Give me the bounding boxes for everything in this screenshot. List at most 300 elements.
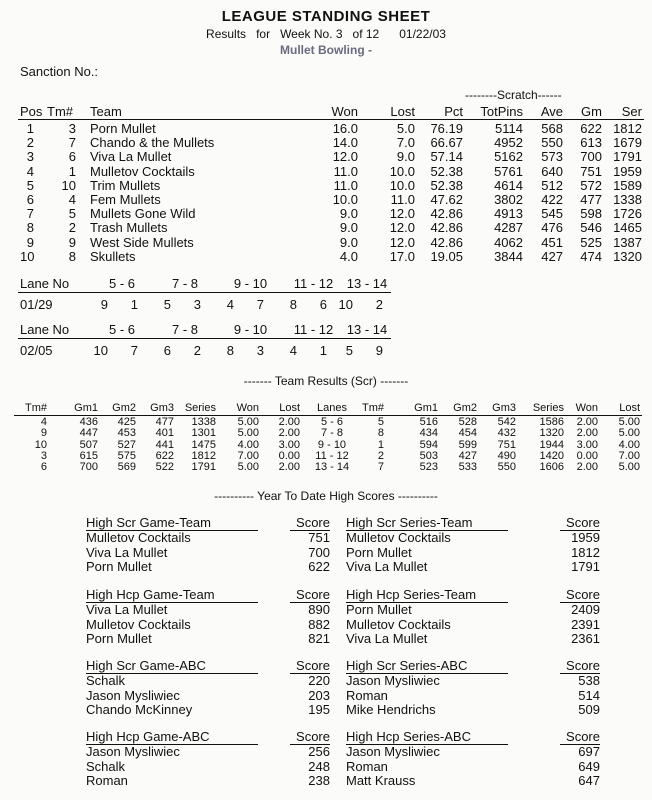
lane-team-a: 10 <box>93 343 108 358</box>
standings-cell-team: Mulletov Cocktails <box>90 163 195 179</box>
standings-cell-ave: 427 <box>541 248 563 264</box>
lane-team-b: 1 <box>130 297 138 312</box>
standings-cell-tm: 6 <box>68 149 76 165</box>
lane-date: 02/05 <box>20 343 53 358</box>
standings-header-rule <box>18 119 644 120</box>
standings-cell-ave: 476 <box>541 220 563 236</box>
high-score-name: Jason Mysliwiec <box>346 744 440 759</box>
standings-cell-pos: 8 <box>26 220 34 236</box>
lane-rule <box>18 292 391 293</box>
tr-cell-left: 3 <box>40 449 47 462</box>
tr-cell-right: 427 <box>458 449 477 462</box>
tr-cell-right: 594 <box>419 438 438 451</box>
tr-cell-left: 2.00 <box>278 461 300 474</box>
lane-team-b: 9 <box>375 343 383 358</box>
tr-cell-left: 10 <box>34 438 47 451</box>
tr-cell-left: 622 <box>155 449 174 462</box>
high-score-name: Jason Mysliwiec <box>346 673 440 688</box>
col-gm: Gm <box>581 104 602 119</box>
lane-team-a: 5 <box>163 297 171 312</box>
tr-cell-lanes: 9 - 10 <box>317 438 347 451</box>
standings-cell-tm: 8 <box>68 248 76 264</box>
high-score-name: Mulletov Cocktails <box>86 616 191 632</box>
high-score-value: 751 <box>308 530 330 545</box>
tr-header-lanes: Lanes <box>317 402 347 414</box>
tr-header-left: Lost <box>279 402 300 414</box>
standings-cell-pct: 47.62 <box>430 192 463 207</box>
standings-cell-pos: 3 <box>26 149 34 165</box>
tr-header-left: Gm1 <box>74 402 98 414</box>
standings-cell-tm: 10 <box>61 177 76 193</box>
standings-cell-lost: 12.0 <box>389 234 415 250</box>
tr-header-right: Lost <box>619 402 640 414</box>
high-score-score-label: Score <box>296 658 330 673</box>
lane-team-b: 7 <box>130 343 138 358</box>
lane-team-a: 8 <box>226 343 234 358</box>
high-score-value: 203 <box>308 687 330 703</box>
tr-cell-left: 436 <box>79 416 98 428</box>
standings-cell-tm: 9 <box>68 234 76 250</box>
high-score-name: Viva La Mullet <box>346 559 428 574</box>
standings-cell-team: Skullets <box>90 248 136 264</box>
high-score-name: Schalk <box>86 758 126 774</box>
standings-cell-won: 10.0 <box>332 192 358 207</box>
high-score-value: 649 <box>578 758 600 774</box>
high-score-name: Roman <box>346 758 388 774</box>
tr-header-right: Gm2 <box>453 402 477 414</box>
tr-cell-right: 523 <box>419 461 438 474</box>
standings-cell-lost: 7.0 <box>396 135 415 151</box>
tr-cell-right: 528 <box>458 416 477 428</box>
tr-cell-right: 533 <box>458 461 477 474</box>
col-ser: Ser <box>621 104 642 119</box>
tr-cell-left: 2.00 <box>278 416 300 428</box>
high-score-value: 882 <box>308 616 330 632</box>
high-score-block-title: High Scr Series-ABC <box>346 658 468 673</box>
lane-pair: 13 - 14 <box>346 276 388 291</box>
tr-cell-right: 2.00 <box>576 416 598 428</box>
lane-pair: 11 - 12 <box>293 322 334 337</box>
standings-cell-pct: 57.14 <box>430 149 463 165</box>
standings-cell-ser: 1465 <box>613 220 642 236</box>
high-score-block-title: High Scr Game-Team <box>86 515 211 530</box>
high-score-block-title: High Hcp Game-Team <box>86 587 215 602</box>
tr-cell-right: 516 <box>419 416 438 428</box>
standings-cell-ave: 545 <box>541 206 563 222</box>
high-score-name: Matt Krauss <box>346 773 416 788</box>
standings-cell-gm: 613 <box>580 135 602 151</box>
tr-cell-right: 2 <box>377 449 384 462</box>
tr-cell-right: 1320 <box>539 427 564 440</box>
lane-pair: 13 - 14 <box>346 322 388 337</box>
lane-team-a: 8 <box>289 297 297 312</box>
tr-header-left: Series <box>184 402 216 414</box>
tr-cell-lanes: 7 - 8 <box>320 427 343 440</box>
standings-cell-lost: 12.0 <box>389 206 415 222</box>
tr-cell-left: 9 <box>40 427 47 440</box>
tr-cell-left: 425 <box>117 416 136 428</box>
lane-pair: 11 - 12 <box>293 276 334 291</box>
high-score-name: Chando McKinney <box>86 702 193 717</box>
tr-cell-right: 5.00 <box>618 416 640 428</box>
tr-cell-left: 1338 <box>191 416 216 428</box>
standings-cell-gm: 700 <box>580 149 602 165</box>
standings-cell-team: West Side Mullets <box>90 234 194 250</box>
high-score-name: Porn Mullet <box>346 602 412 617</box>
high-score-value: 890 <box>308 602 330 617</box>
high-score-name: Jason Mysliwiec <box>86 744 180 759</box>
standings-cell-totpins: 5162 <box>494 149 523 165</box>
high-score-name: Viva La Mullet <box>86 602 168 617</box>
standings-cell-pos: 10 <box>20 248 35 264</box>
col-lost: Lost <box>390 104 415 119</box>
high-score-value: 697 <box>578 744 600 759</box>
tr-cell-left: 1301 <box>191 427 216 440</box>
tr-cell-right: 5.00 <box>618 427 640 440</box>
high-score-value: 821 <box>308 631 330 646</box>
high-score-name: Jason Mysliwiec <box>86 687 180 703</box>
standings-cell-pct: 42.86 <box>430 206 463 222</box>
high-score-value: 1959 <box>571 530 600 545</box>
standings-cell-pos: 6 <box>26 192 34 207</box>
standings-cell-totpins: 3844 <box>494 248 523 264</box>
tr-header-left: Gm3 <box>150 402 174 414</box>
tr-cell-left: 1791 <box>191 461 216 474</box>
standings-cell-ser: 1320 <box>613 248 642 264</box>
standings-cell-team: Chando & the Mullets <box>90 135 215 151</box>
standings-cell-pct: 42.86 <box>430 234 463 250</box>
col-ave: Ave <box>540 104 563 119</box>
high-score-name: Viva La Mullet <box>346 631 428 646</box>
col-tm: Tm# <box>47 104 73 119</box>
high-score-name: Mulletov Cocktails <box>346 530 451 545</box>
tr-cell-left: 441 <box>155 438 174 451</box>
tr-cell-right: 0.00 <box>576 449 598 462</box>
tr-cell-left: 1812 <box>191 449 216 462</box>
standings-cell-gm: 751 <box>580 163 602 179</box>
standings-cell-gm: 572 <box>580 177 602 193</box>
tr-cell-right: 1944 <box>539 438 564 451</box>
tr-cell-right: 490 <box>497 449 516 462</box>
standings-cell-ave: 550 <box>541 135 563 151</box>
standings-cell-lost: 12.0 <box>389 220 415 236</box>
standings-cell-pct: 52.38 <box>430 177 463 193</box>
tr-cell-left: 6 <box>40 461 47 474</box>
high-score-value: 2409 <box>571 602 600 617</box>
standings-cell-totpins: 4952 <box>494 135 523 151</box>
tr-cell-left: 575 <box>117 449 136 462</box>
standings-cell-totpins: 5761 <box>494 163 523 179</box>
tr-cell-left: 507 <box>79 438 98 451</box>
tr-cell-left: 453 <box>117 427 136 440</box>
tr-cell-right: 432 <box>497 427 516 440</box>
standings-cell-team: Viva La Mullet <box>90 149 172 165</box>
high-score-value: 220 <box>308 673 330 688</box>
standings-cell-pos: 5 <box>26 177 34 193</box>
lane-team-b: 2 <box>375 297 383 312</box>
tr-header-right: Won <box>575 402 598 414</box>
lane-team-b: 1 <box>319 343 327 358</box>
tr-cell-left: 0.00 <box>278 449 300 462</box>
standings-cell-gm: 474 <box>580 248 602 264</box>
standings-cell-pct: 76.19 <box>430 121 463 136</box>
standings-cell-team: Mullets Gone Wild <box>90 206 196 222</box>
standings-cell-totpins: 4062 <box>494 234 523 250</box>
tr-cell-right: 1586 <box>539 416 564 428</box>
standings-cell-ser: 1338 <box>613 192 642 207</box>
standings-cell-lost: 5.0 <box>396 121 415 136</box>
scratch-label: --------Scratch------ <box>465 88 562 102</box>
high-score-score-label: Score <box>566 587 600 602</box>
col-team: Team <box>90 104 122 119</box>
standings-cell-gm: 546 <box>580 220 602 236</box>
high-score-value: 647 <box>578 773 600 788</box>
sheet-title: LEAGUE STANDING SHEET <box>221 8 431 25</box>
tr-cell-left: 5.00 <box>237 416 259 428</box>
tr-cell-right: 7 <box>377 461 384 474</box>
tr-cell-left: 4 <box>40 416 47 428</box>
high-score-score-label: Score <box>566 729 600 744</box>
standings-cell-pos: 1 <box>26 121 34 136</box>
standings-cell-won: 11.0 <box>333 163 358 179</box>
lane-pair: 5 - 6 <box>108 276 135 291</box>
high-score-name: Roman <box>346 687 388 703</box>
tr-cell-lanes: 13 - 14 <box>314 461 350 474</box>
standings-cell-pct: 52.38 <box>430 163 463 179</box>
standings-cell-team: Trash Mullets <box>90 220 168 236</box>
standings-cell-ser: 1791 <box>613 149 642 165</box>
standings-cell-won: 11.0 <box>333 177 358 193</box>
standings-cell-tm: 5 <box>68 206 76 222</box>
high-score-name: Mulletov Cocktails <box>346 616 451 632</box>
standings-cell-won: 9.0 <box>339 206 358 222</box>
tr-cell-left: 522 <box>155 461 174 474</box>
standings-cell-totpins: 5114 <box>495 121 523 136</box>
tr-cell-left: 3.00 <box>278 438 300 451</box>
tr-cell-left: 527 <box>117 438 136 451</box>
lane-team-a: 10 <box>338 297 353 312</box>
tr-cell-right: 8 <box>377 427 384 440</box>
lane-pair: 7 - 8 <box>171 322 198 337</box>
standings-cell-ave: 573 <box>541 149 563 165</box>
tr-header-left: Gm2 <box>112 402 136 414</box>
tr-cell-lanes: 11 - 12 <box>315 449 349 462</box>
tr-cell-right: 454 <box>458 427 477 440</box>
standings-cell-ave: 512 <box>541 177 563 193</box>
high-score-value: 195 <box>308 702 330 717</box>
tr-cell-right: 7.00 <box>618 449 640 462</box>
standings-cell-won: 9.0 <box>339 234 358 250</box>
high-score-value: 622 <box>308 559 330 574</box>
standings-cell-tm: 2 <box>68 220 76 236</box>
standings-cell-ser: 1959 <box>613 163 642 179</box>
high-score-name: Porn Mullet <box>86 559 152 574</box>
high-score-block-title: High Hcp Series-Team <box>346 587 477 602</box>
lane-team-b: 3 <box>193 297 201 312</box>
tr-cell-right: 2.00 <box>576 461 598 474</box>
tr-cell-left: 447 <box>79 427 98 440</box>
lane-team-a: 4 <box>289 343 297 358</box>
col-totpins: TotPins <box>480 104 523 119</box>
high-score-value: 248 <box>308 758 330 774</box>
lane-team-a: 6 <box>163 343 171 358</box>
standings-cell-gm: 622 <box>580 121 602 136</box>
tr-cell-right: 1420 <box>539 449 564 462</box>
col-pct: Pct <box>444 104 463 119</box>
lane-pair: 5 - 6 <box>108 322 135 337</box>
high-score-name: Mike Hendrichs <box>346 702 436 717</box>
high-score-name: Schalk <box>86 673 126 688</box>
high-score-block-title: High Hcp Series-ABC <box>346 729 471 744</box>
high-score-value: 514 <box>578 687 600 703</box>
tr-header-right: Tm# <box>362 402 384 414</box>
standings-cell-tm: 4 <box>68 192 76 207</box>
tr-header-right: Gm1 <box>414 402 438 414</box>
standings-cell-ave: 568 <box>541 121 563 136</box>
standings-cell-won: 4.0 <box>339 248 358 264</box>
tr-cell-right: 434 <box>419 427 438 440</box>
standings-cell-won: 16.0 <box>332 121 358 136</box>
standings-cell-ave: 422 <box>541 192 563 207</box>
high-score-score-label: Score <box>296 587 330 602</box>
standings-cell-pct: 19.05 <box>430 248 463 264</box>
tr-cell-right: 4.00 <box>618 438 640 451</box>
league-name: Mullet Bowling - <box>280 43 372 57</box>
high-score-score-label: Score <box>566 515 600 530</box>
standings-cell-ser: 1812 <box>613 121 642 136</box>
standings-cell-lost: 10.0 <box>389 177 415 193</box>
tr-cell-left: 401 <box>155 427 174 440</box>
standings-cell-pos: 2 <box>26 135 34 151</box>
lane-label: Lane No <box>20 276 70 291</box>
tr-cell-right: 1606 <box>539 461 564 474</box>
high-score-value: 256 <box>308 744 330 759</box>
high-score-value: 2361 <box>571 631 600 646</box>
high-score-block-title: High Scr Game-ABC <box>86 658 206 673</box>
standings-cell-won: 9.0 <box>339 220 358 236</box>
high-score-name: Mulletov Cocktails <box>86 530 191 545</box>
tr-header-left: Tm# <box>25 402 47 414</box>
standings-cell-totpins: 3802 <box>494 192 523 207</box>
standings-cell-tm: 3 <box>68 121 76 136</box>
tr-cell-left: 477 <box>155 416 174 428</box>
tr-cell-right: 599 <box>458 438 477 451</box>
standings-cell-pct: 66.67 <box>430 135 463 151</box>
tr-cell-right: 751 <box>497 438 516 451</box>
tr-cell-left: 569 <box>117 461 136 474</box>
tr-cell-right: 5 <box>377 416 384 428</box>
standings-cell-pos: 7 <box>26 206 34 222</box>
tr-cell-right: 542 <box>497 416 516 428</box>
high-score-name: Porn Mullet <box>86 631 152 646</box>
high-score-value: 1791 <box>571 559 600 574</box>
standings-cell-ave: 451 <box>541 234 563 250</box>
standings-cell-pos: 9 <box>26 234 34 250</box>
high-score-score-label: Score <box>296 515 330 530</box>
lane-rule <box>18 338 391 339</box>
standings-cell-ser: 1589 <box>613 177 642 193</box>
tr-cell-left: 5.00 <box>237 427 259 440</box>
standings-cell-ser: 1387 <box>613 234 642 250</box>
high-score-name: Porn Mullet <box>346 544 412 560</box>
tr-cell-left: 7.00 <box>237 449 259 462</box>
col-pos: Pos <box>20 104 43 119</box>
lane-date: 01/29 <box>20 297 53 312</box>
standings-cell-won: 12.0 <box>332 149 358 165</box>
standings-cell-ser: 1679 <box>613 135 642 151</box>
lane-pair: 9 - 10 <box>233 276 268 291</box>
standings-cell-totpins: 4287 <box>494 220 523 236</box>
tr-cell-left: 5.00 <box>237 461 259 474</box>
standings-cell-lost: 11.0 <box>390 192 415 207</box>
tr-cell-right: 3.00 <box>576 438 598 451</box>
tr-header-right: Series <box>532 402 564 414</box>
high-score-value: 538 <box>578 673 600 688</box>
high-score-value: 509 <box>578 702 600 717</box>
high-scores-title: ---------- Year To Date High Scores ---------- <box>214 489 438 503</box>
tr-cell-right: 550 <box>497 461 516 474</box>
high-score-value: 2391 <box>571 616 600 632</box>
standings-cell-totpins: 4913 <box>494 206 523 222</box>
tr-cell-left: 615 <box>79 449 98 462</box>
standings-cell-lost: 9.0 <box>396 149 415 165</box>
standings-cell-team: Fem Mullets <box>90 192 161 207</box>
high-score-value: 700 <box>308 544 330 560</box>
standings-cell-ser: 1726 <box>613 206 642 222</box>
standings-cell-ave: 640 <box>541 163 563 179</box>
team-results-title: ------- Team Results (Scr) ------- <box>243 374 409 388</box>
high-score-block-title: High Hcp Game-ABC <box>86 729 210 744</box>
standings-cell-pos: 4 <box>26 163 34 179</box>
standings-cell-gm: 477 <box>580 192 602 207</box>
tr-cell-right: 2.00 <box>576 427 598 440</box>
standings-cell-team: Trim Mullets <box>90 177 161 193</box>
tr-cell-right: 503 <box>419 449 438 462</box>
standings-cell-tm: 7 <box>68 135 76 151</box>
lane-team-b: 7 <box>256 297 264 312</box>
lane-team-a: 4 <box>226 297 234 312</box>
standings-cell-team: Porn Mullet <box>90 121 156 136</box>
lane-team-b: 2 <box>193 343 201 358</box>
standings-cell-tm: 1 <box>68 163 76 179</box>
tr-header-right: Gm3 <box>492 402 516 414</box>
tr-cell-right: 5.00 <box>618 461 640 474</box>
tr-header-left: Won <box>236 402 259 414</box>
standings-cell-totpins: 4614 <box>494 177 523 193</box>
standings-cell-gm: 598 <box>580 206 602 222</box>
lane-team-b: 6 <box>319 297 327 312</box>
col-won: Won <box>331 104 358 119</box>
high-score-name: Roman <box>86 773 128 788</box>
high-score-block-title: High Scr Series-Team <box>346 515 473 530</box>
high-score-value: 1812 <box>571 544 600 560</box>
lane-team-a: 9 <box>100 297 108 312</box>
standings-cell-lost: 17.0 <box>389 248 415 264</box>
tr-cell-left: 2.00 <box>278 427 300 440</box>
standings-cell-won: 14.0 <box>332 135 358 151</box>
high-score-score-label: Score <box>296 729 330 744</box>
standings-cell-gm: 525 <box>580 234 602 250</box>
high-score-score-label: Score <box>566 658 600 673</box>
sanction-label: Sanction No.: <box>20 64 99 79</box>
tr-cell-left: 700 <box>79 461 98 474</box>
high-score-name: Viva La Mullet <box>86 544 168 560</box>
lane-label: Lane No <box>20 322 70 337</box>
tr-cell-right: 1 <box>377 438 384 451</box>
lane-pair: 7 - 8 <box>171 276 198 291</box>
high-score-value: 238 <box>308 773 330 788</box>
tr-cell-lanes: 5 - 6 <box>320 416 343 428</box>
